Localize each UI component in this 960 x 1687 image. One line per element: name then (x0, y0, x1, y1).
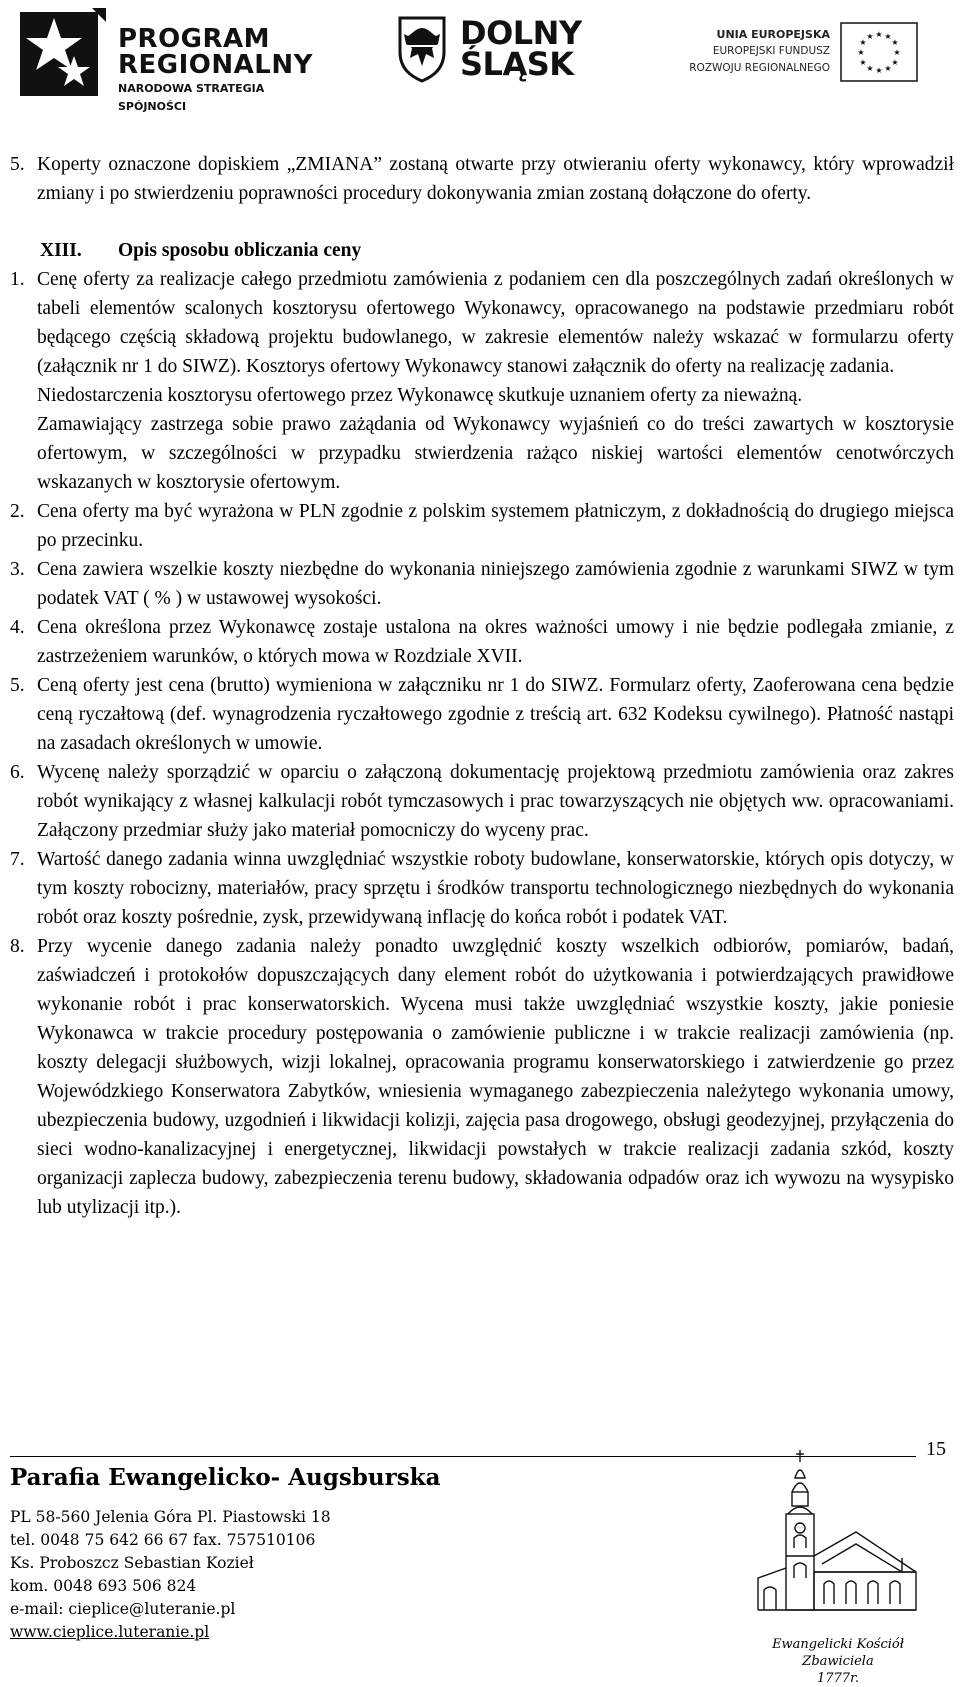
svg-text:★: ★ (875, 30, 883, 39)
list-item-text: Wartość danego zadania winna uwzględniać wszystkie roboty budowlane, konserwatorskie, których opis dotyczy, w tym koszty robocizny, materiałów, pracy sprzętu i środków transportu technologicznego niezbędnych do wykonania robót oraz koszty pośrednie, zysk, przewidywaną inflację do końca robót i podatek VAT. (37, 849, 954, 928)
page-number: 15 (926, 1438, 946, 1460)
eu-fund-logo (688, 22, 920, 88)
list-item-number: 8. (10, 936, 25, 957)
parish-phone-fax: tel. 0048 75 642 66 67 fax. 757510106 (10, 1531, 316, 1549)
document-body (10, 150, 954, 1222)
list-item-text: Wycenę należy sporządzić w oparciu o załączoną dokumentację projektową przedmiotu zamówienia oraz zakres robót wynikający z własnej kalkulacji robót tymczasowych i prac towarzyszących nie objętych ww. opracowaniami. Załączony przedmiar służy jako materiał pomocniczy do wyceny prac. (37, 762, 954, 841)
list-item-7 (10, 845, 954, 932)
svg-text:★: ★ (866, 32, 874, 41)
list-item-3 (10, 555, 954, 613)
list-item-text: Przy wycenie danego zadania należy ponadto uwzględnić koszty wszelkich odbiorów, pomiarów, badań, zaświadczeń i protokołów dopuszczających dany element robót do użytkowania i potwierdzających prawidłowe wykonanie robót i prac konserwatorskich. Wycena musi także uwzględniać wszystkie koszty, jakie poniesie Wykonawca w trakcie procedury postępowania o zamówienie publiczne i w trakcie realizacji zamówienia (np. koszty delegacji służbowych, wizji lokalnej, opracowania programu konserwatorskiego i zatwierdzenie go przez Wojewódzkiego Konserwatora Zabytków, wniesienia wymaganego zabezpieczenia należytego wykonania umowy, ubezpieczenia budowy, uzgodnień i likwidacji kolizji, zajęcia pasa drogowego, obsługi geodezyjnej, przyłączenia do sieci wodno-kanalizacyjnej i energetycznej, likwidacji powstałych w trakcie realizacji zadania szkód, koszty organizacji zaplecza budowy, zabezpieczenia terenu budowy, składowania odpadów oraz ich wywozu na wysypisko lub utylizacji itp.). (37, 936, 954, 1218)
svg-text:★: ★ (857, 48, 865, 57)
parish-pastor: Ks. Proboszcz Sebastian Kozieł (10, 1554, 254, 1572)
parish-mobile: kom. 0048 693 506 824 (10, 1577, 197, 1595)
svg-text:★: ★ (884, 64, 892, 73)
svg-text:★: ★ (866, 64, 874, 73)
parish-contact (10, 1506, 331, 1644)
section-title: Opis sposobu obliczania ceny (118, 240, 362, 261)
list-item-number: 5. (10, 675, 25, 696)
list-item-number: 1. (10, 269, 25, 290)
eu-line2: EUROPEJSKI FUNDUSZ (712, 45, 830, 57)
svg-text:★: ★ (859, 38, 867, 47)
list-item-text: Ceną oferty jest cena (brutto) wymieniona w załączniku nr 1 do SIWZ. Formularz oferty, Zaoferowana cena będzie ceną ryczałtową (def. wynagrodzenia ryczałtowego zgodnie z treścią art. 632 Kodeksu cywilnego). Płatność nastąpi na zasadach określonych w umowie. (37, 675, 954, 754)
list-item-6 (10, 758, 954, 845)
svg-text:★: ★ (891, 38, 899, 47)
list-item-text: Cena oferty ma być wyrażona w PLN zgodnie z polskim systemem płatniczym, z dokładnością do drugiego miejsca po przecinku. (37, 501, 954, 551)
item1-paragraph-3: Zamawiający zastrzega sobie prawo zażądania od Wykonawcy wyjaśnień co do treści zawartych w kosztorysie ofertowym, w szczególności w przypadku stwierdzenia rażąco niskiej wartości elementów cenotwórczych wskazanych w kosztorysie ofertowym. (37, 414, 954, 493)
svg-text:★: ★ (875, 66, 883, 75)
list-item-5 (10, 671, 954, 758)
dolny-slask-line2: ŚLĄSK (460, 45, 574, 83)
item1-paragraph-2: Niedostarczenia kosztorysu ofertowego przez Wykonawcę skutkuje uznaniem oferty za nieważną. (37, 385, 803, 406)
page-header (0, 0, 960, 112)
eu-flag-icon (840, 22, 918, 82)
list-item-text: Cena zawiera wszelkie koszty niezbędne do wykonania niniejszego zamówienia zgodnie z warunkami SIWZ w tym podatek VAT ( % ) w ustawowej wysokości. (37, 559, 954, 609)
parish-name: Parafia Ewangelicko- Augsburska (10, 1464, 441, 1491)
list-item-2 (10, 497, 954, 555)
eu-line1: UNIA EUROPEJSKA (716, 28, 830, 41)
list-item-text: Cenę oferty za realizacje całego przedmiotu zamówienia z podaniem cen dla poszczególnych zadań określonych w tabeli elementów scalonych kosztorysu ofertowego Wykonawcy, opracowanego na podstawie przedmiaru robót będącego częścią składową projektu budowlanego, w zakresie elementów należy wskazać w formularzu oferty (załącznik nr 1 do SIWZ). Kosztorys ofertowy Wykonawcy stanowi załącznik do oferty na realizację zadania. (37, 269, 954, 377)
list-item-zmiana (10, 150, 954, 208)
parish-website-link[interactable]: www.cieplice.luteranie.pl (10, 1623, 210, 1641)
list-item-number: 6. (10, 762, 25, 783)
svg-text:★: ★ (891, 58, 899, 67)
list-item-number: 2. (10, 501, 25, 522)
list-item-number: 4. (10, 617, 25, 638)
church-caption-year: 1777r. (816, 1671, 859, 1686)
svg-text:★: ★ (859, 58, 867, 67)
list-item-1 (10, 265, 954, 381)
section-heading (40, 236, 954, 265)
list-item-8 (10, 932, 954, 1222)
svg-text:★: ★ (893, 48, 901, 57)
church-caption (754, 1636, 922, 1687)
list-item-text: Koperty oznaczone dopiskiem „ZMIANA” zostaną otwarte przy otwieraniu oferty wykonawcy, który wprowadził zmiany i po stwierdzeniu poprawności procedury dokonywania zmian zostaną dołączone do oferty. (37, 154, 954, 204)
church-caption-name: Ewangelicki Kościół Zbawiciela (772, 1637, 904, 1669)
dolny-slask-logo (394, 14, 594, 84)
program-regionalny-tagline: NARODOWA STRATEGIA SPÓJNOŚCI (118, 82, 265, 113)
list-item-4 (10, 613, 954, 671)
program-regionalny-line1: PROGRAM (118, 24, 271, 54)
list-item-text: Cena określona przez Wykonawcę zostaje ustalona na okres ważności umowy i nie będzie podlegała zmianie, z zastrzeżeniem warunków, o których mowa w Rozdziale XVII. (37, 617, 954, 667)
dolny-slask-line1: DOLNY (460, 14, 582, 52)
list-item-number: 5. (10, 154, 25, 175)
parish-email: e-mail: cieplice@luteranie.pl (10, 1600, 236, 1618)
list-item-number: 7. (10, 849, 25, 870)
list-item-number: 3. (10, 559, 25, 580)
eu-line3: ROZWOJU REGIONALNEGO (689, 62, 830, 74)
svg-text:★: ★ (884, 32, 892, 41)
section-number: XIII. (40, 240, 82, 261)
program-regionalny-logo (14, 4, 324, 113)
eagle-crest-icon (394, 14, 450, 82)
parish-address: PL 58-560 Jelenia Góra Pl. Piastowski 18 (10, 1508, 331, 1526)
program-regionalny-line2: REGIONALNY (118, 50, 313, 80)
program-regionalny-star-icon (14, 4, 106, 100)
